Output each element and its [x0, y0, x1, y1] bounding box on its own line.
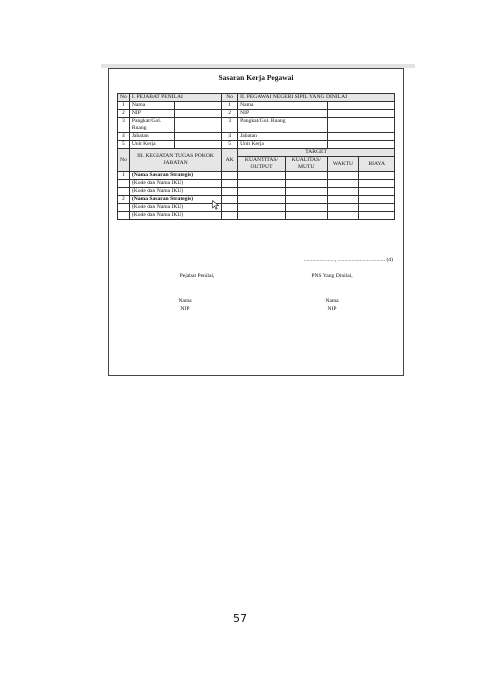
biaya-cell[interactable] — [359, 172, 395, 180]
left-row-label: Unit Kerja — [129, 141, 174, 149]
kuantitas-cell[interactable] — [238, 180, 286, 188]
kegiatan-row — [118, 172, 395, 180]
right-row-label: Nama — [238, 102, 327, 110]
header-waktu: WAKTU — [327, 157, 359, 172]
kegiatan-row-label: (Kode dan Nama IKU) — [129, 204, 221, 212]
right-row-label: NIP — [238, 110, 327, 118]
identity-row — [118, 110, 395, 118]
left-row-label: Nama — [129, 102, 174, 110]
left-row-label: Jabatan — [129, 133, 174, 141]
left-row-value[interactable] — [174, 141, 222, 149]
left-row-value[interactable] — [174, 110, 222, 118]
biaya-cell[interactable] — [359, 212, 395, 220]
right-row-label: Unit Kerja — [238, 141, 327, 149]
ak-cell[interactable] — [222, 172, 238, 180]
kegiatan-row-no — [118, 212, 130, 220]
right-signature-name: Nama — [325, 298, 339, 304]
left-signature-title: Pejabat Penilai, — [179, 273, 215, 279]
kegiatan-row-no: 2 — [118, 196, 130, 204]
skp-table — [117, 93, 395, 220]
ak-cell[interactable] — [222, 180, 238, 188]
right-row-no: 1 — [222, 102, 238, 110]
left-row-no: 4 — [118, 133, 130, 141]
document-title: Sasaran Kerja Pegawai — [218, 73, 294, 82]
identity-row — [118, 133, 395, 141]
kegiatan-header-no: No — [118, 149, 130, 172]
right-row-no: 2 — [222, 110, 238, 118]
date-line: ......................, .................................. (d) — [303, 257, 393, 263]
kegiatan-row-no — [118, 188, 130, 196]
kegiatan-row — [118, 204, 395, 212]
right-signature-title: PNS Yang Dinilai, — [311, 273, 353, 279]
kuantitas-cell[interactable] — [238, 196, 286, 204]
left-row-value[interactable] — [174, 102, 222, 110]
ak-cell[interactable] — [222, 196, 238, 204]
kuantitas-cell[interactable] — [238, 188, 286, 196]
kualitas-cell[interactable] — [285, 188, 327, 196]
identity-row — [118, 141, 395, 149]
kegiatan-row-label: (Nama Sasaran Strategis) — [129, 172, 221, 180]
kegiatan-header-row — [118, 149, 395, 157]
biaya-cell[interactable] — [359, 180, 395, 188]
left-row-no: 2 — [118, 110, 130, 118]
kegiatan-row-no — [118, 180, 130, 188]
header-biaya: BIAYA — [359, 157, 395, 172]
waktu-cell[interactable] — [327, 188, 359, 196]
kualitas-cell[interactable] — [285, 204, 327, 212]
header-row — [118, 94, 395, 102]
header-pejabat-penilai: I. PEJABAT PENILAI — [129, 94, 221, 102]
identity-row — [118, 118, 395, 133]
biaya-cell[interactable] — [359, 204, 395, 212]
header-kuantitas: KUANTITAS/ OUTPUT — [238, 157, 286, 172]
left-row-value[interactable] — [174, 133, 222, 141]
left-signature-nip: NIP — [180, 306, 190, 312]
right-row-value[interactable] — [327, 141, 394, 149]
kegiatan-row-no — [118, 204, 130, 212]
right-row-no: 3 — [222, 118, 238, 133]
mouse-pointer-icon — [212, 200, 220, 210]
kegiatan-row-no: 1 — [118, 172, 130, 180]
waktu-cell[interactable] — [327, 204, 359, 212]
header-kualitas: KUALITAS/ MUTU — [285, 157, 327, 172]
kegiatan-header-title: III. KEGIATAN TUGAS POKOK JABATAN — [129, 149, 221, 172]
waktu-cell[interactable] — [327, 196, 359, 204]
right-row-value[interactable] — [327, 118, 394, 133]
right-signature-nip: NIP — [327, 306, 337, 312]
kegiatan-row — [118, 180, 395, 188]
right-row-label: Jabatan — [238, 133, 327, 141]
biaya-cell[interactable] — [359, 196, 395, 204]
kualitas-cell[interactable] — [285, 196, 327, 204]
left-signature-name: Nama — [178, 298, 192, 304]
right-row-no: 4 — [222, 133, 238, 141]
kuantitas-cell[interactable] — [238, 212, 286, 220]
kuantitas-cell[interactable] — [238, 172, 286, 180]
right-row-value[interactable] — [327, 102, 394, 110]
left-row-label: Pangkat/Gol. Ruang — [129, 118, 174, 133]
left-row-label: NIP — [129, 110, 174, 118]
kegiatan-row — [118, 212, 395, 220]
left-row-no: 3 — [118, 118, 130, 133]
ak-cell[interactable] — [222, 188, 238, 196]
kegiatan-header-ak: AK — [222, 149, 238, 172]
kualitas-cell[interactable] — [285, 172, 327, 180]
left-row-no: 1 — [118, 102, 130, 110]
kegiatan-row-label: (Kode dan Nama IKU) — [129, 180, 221, 188]
kualitas-cell[interactable] — [285, 212, 327, 220]
kegiatan-row-label: (Nama Sasaran Strategis) — [129, 196, 221, 204]
ak-cell[interactable] — [222, 212, 238, 220]
right-row-value[interactable] — [327, 133, 394, 141]
waktu-cell[interactable] — [327, 172, 359, 180]
header-no-left: No — [118, 94, 130, 102]
right-row-label: Pangkat/Gol. Ruang — [238, 118, 327, 133]
kuantitas-cell[interactable] — [238, 204, 286, 212]
kegiatan-row-label: (Kode dan Nama IKU) — [129, 212, 221, 220]
waktu-cell[interactable] — [327, 180, 359, 188]
identity-row — [118, 102, 395, 110]
document-frame — [108, 68, 404, 376]
kegiatan-row — [118, 196, 395, 204]
kualitas-cell[interactable] — [285, 180, 327, 188]
right-row-value[interactable] — [327, 110, 394, 118]
right-row-no: 5 — [222, 141, 238, 149]
ak-cell[interactable] — [222, 204, 238, 212]
kegiatan-header-target: TARGET — [238, 149, 395, 157]
biaya-cell[interactable] — [359, 188, 395, 196]
header-no-right: No — [222, 94, 238, 102]
left-row-value[interactable] — [174, 118, 222, 133]
waktu-cell[interactable] — [327, 212, 359, 220]
page-number: 57 — [233, 612, 247, 625]
header-pegawai-dinilai: II. PEGAWAI NEGERI SIPIL YANG DINILAI — [238, 94, 395, 102]
kegiatan-row — [118, 188, 395, 196]
kegiatan-row-label: (Kode dan Nama IKU) — [129, 188, 221, 196]
left-row-no: 5 — [118, 141, 130, 149]
